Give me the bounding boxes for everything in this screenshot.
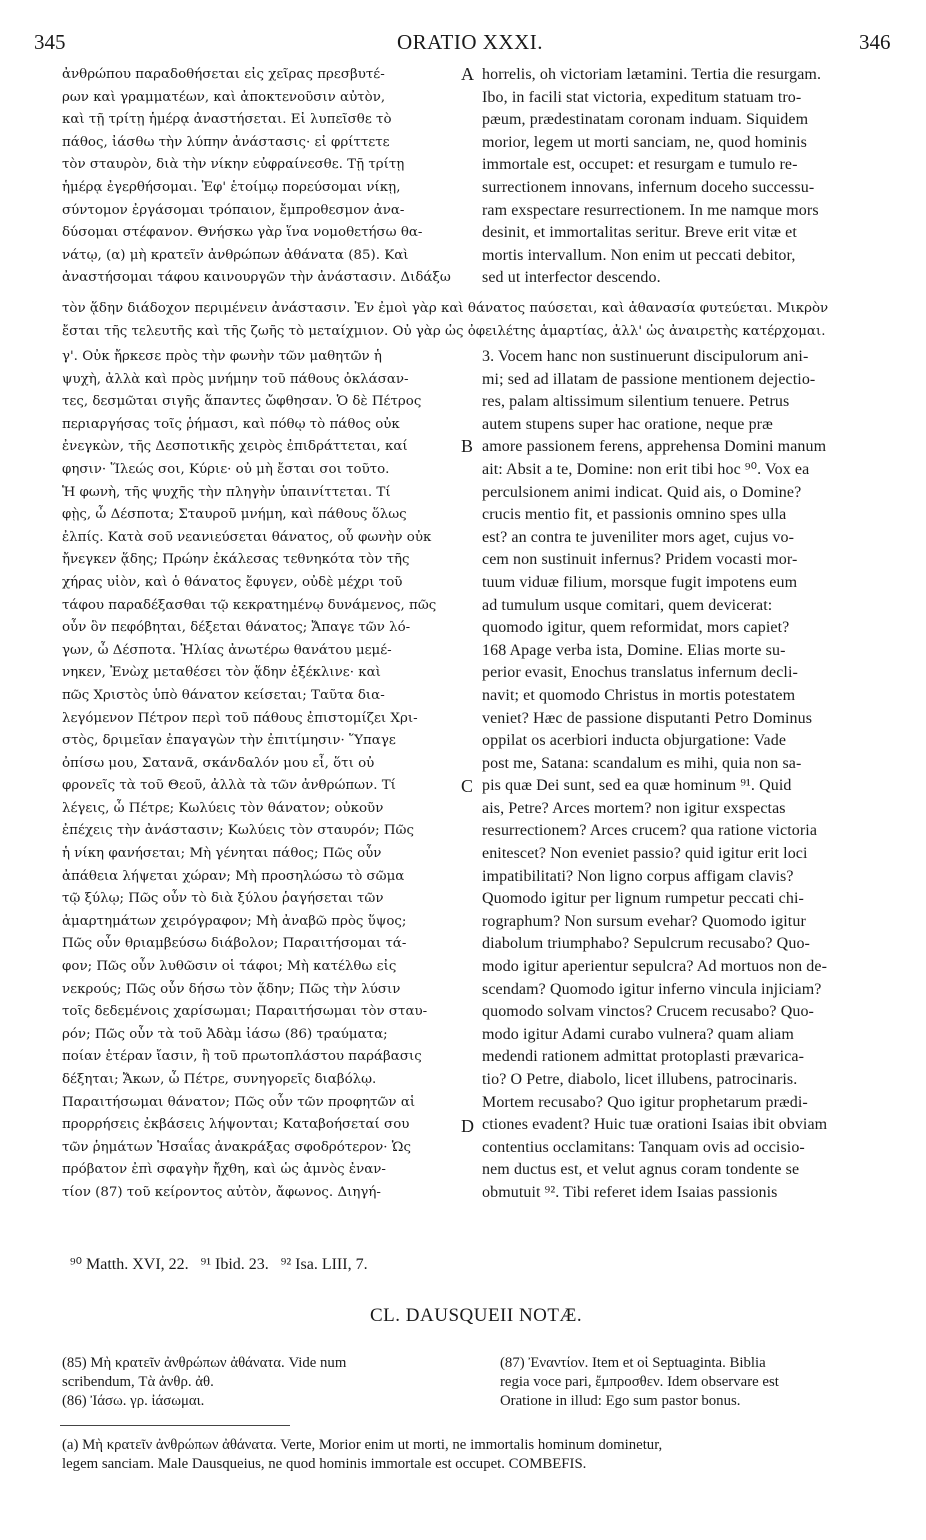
greek-column-main [62, 346, 462, 1205]
greek-line: στὸς, δριμεῖαν ἐπαγαγὼν τὴν ἐπιτίμησιν· Ὕπαγε [62, 733, 396, 749]
greek-line: τίον (87) τοῦ κείροντος αὐτὸν, ἄφωνος. Διηγή- [62, 1184, 381, 1200]
latin-line: perculsionem animi indicat. Quid ais, o Domine? [482, 483, 802, 501]
greek-line: φησιν· Ἵλεώς σοι, Κύριε· οὐ μὴ ἔσται σοι τοῦτο. [62, 461, 390, 477]
greek-line: ὀπίσω μου, Σατανᾶ, σκάνδαλόν μου εἶ, ὅτι οὐ [62, 755, 375, 771]
latin-line: cem non sustinuit infernus? Pridem vocasti mor- [482, 551, 798, 569]
latin-line: Ibo, in facili stat victoria, expeditum statuam tro- [482, 88, 802, 106]
latin-line: ctiones evadent? Huic tuæ orationi Isaias ibit obviam [482, 1116, 828, 1134]
greek-line: Παραιτήσωμαι θάνατον; Πῶς οὖν τῶν προφητῶν αἱ [62, 1094, 416, 1110]
greek-line: νηκεν, Ἐνὼχ μεταθέσει τὸν ᾅδην ἐξέκλινε· καὶ [62, 665, 381, 681]
latin-line: desinit, et immortalitas seritur. Breve erit vitæ et [482, 224, 797, 242]
greek-line: φῂς, ὦ Δέσποτα; Σταυροῦ μνήμη, καὶ πάθους ὅλως [62, 507, 407, 523]
greek-line: λέγεις, ὦ Πέτρε; Κωλύεις τὸν θάνατον; οὐκοῦν [62, 800, 384, 816]
latin-line: 168 Apage verba ista, Domine. Elias morte su- [482, 641, 786, 659]
note-line: Oratione in illud: Ego sum pastor bonus. [500, 1393, 741, 1409]
page-number-left: 345 [34, 30, 66, 54]
latin-line: post me, Satana: scandalum es mihi, quia non sa- [482, 754, 802, 772]
note-line: (a) Μὴ κρατεῖν ἀνθρώπων ἀθάνατα. Verte, Morior enim ut morti, ne immortalis hominum dominetur, [62, 1437, 663, 1453]
note-line: (86) Ἰάσω. γρ. ἰάσωμαι. [62, 1393, 205, 1409]
note-line: (85) Μὴ κρατεῖν ἀνθρώπων ἀθάνατα. Vide num [62, 1355, 347, 1371]
greek-line: ἐνεγκὼν, τῆς Δεσποτικῆς χειρὸς ἐπιδράττεται, καί [62, 439, 408, 455]
greek-line: περιαργήσας τοῖς ῥήμασι, καὶ πόθῳ τὸ πάθος οὐκ [62, 416, 400, 432]
greek-line: καὶ τῇ τρίτῃ ἡμέρᾳ ἀναστήσεται. Εἰ λυπεῖσθε τὸ [62, 112, 392, 128]
greek-line: ἤνεγκεν ᾅδης; Πρώην ἐκάλεσας τεθνηκότα τὸν τῆς [62, 552, 410, 568]
latin-line: 3. Vocem hanc non sustinuerunt discipulorum ani- [482, 348, 809, 365]
latin-line: rographum? Non sursum evehar? Quomodo igitur [482, 912, 806, 930]
greek-line: ἀπάθεια λήψεται χώραν; Μὴ προσηλώσω τὸ σῶμα [62, 868, 405, 884]
running-title: ORATIO XXXI. [397, 30, 543, 54]
greek-line: σύντομον ἐργάσομαι τρόπαιον, ἔμπροθεσμον ἀνα- [62, 202, 405, 218]
latin-line: resurrectionem? Arces crucem? qua ratione victoria [482, 822, 818, 840]
latin-line: ais, Petre? Arces mortem? non igitur exspectas [482, 799, 786, 817]
latin-line: veniet? Hæc de passione disputanti Petro Dominus [482, 709, 813, 727]
greek-line: γ'. Οὐκ ἤρκεσε πρὸς τὴν φωνὴν τῶν μαθητῶν ἡ [62, 349, 382, 364]
greek-line: ρων καὶ γραμματέων, καὶ ἀποκτενοῦσιν αὐτὸν, [62, 89, 386, 105]
latin-line: quomodo igitur, quem reformidat, mors capiet? [482, 619, 790, 637]
latin-line: ram exspectare resurrectionem. In me namque mors [482, 201, 819, 219]
latin-column-main [482, 346, 892, 1205]
latin-line: amore passionem ferens, apprehensa Domini manum [482, 438, 827, 456]
greek-line: ἡ νίκη φανήσεται; Μὴ γένηται πάθος; Πῶς οὖν [62, 846, 382, 862]
margin-letter-a: A [461, 64, 474, 84]
greek-line: δύσομαι στέφανον. Θνήσκω γὰρ ἵνα νομοθετήσω θα- [62, 225, 423, 241]
latin-line: nem ductus est, et velut agnus coram tondente se [482, 1161, 800, 1179]
latin-line: tio? O Petre, diabolo, licet illubens, patrocinaris. [482, 1071, 798, 1088]
latin-line: scendam? Quomodo igitur inferno vincula injiciam? [482, 980, 822, 998]
margin-letter-b: B [461, 436, 474, 456]
latin-line: perior evasit, Enochus translatus infernum decli- [482, 664, 798, 682]
greek-line: ψυχὴ, ἀλλὰ καὶ πρὸς μνήμην τοῦ πάθους ὀκλάσαν- [62, 371, 409, 387]
latin-line: ad tumulum usque comitari, quem devicerat: [482, 596, 773, 614]
latin-line: navit; et quomodo Christus in mortis potestatem [482, 686, 796, 704]
latin-line: morior, legem ut morti sanciam, ne, quod hominis [482, 133, 807, 151]
latin-line: autem stupens super hac oratione, neque præ [482, 415, 773, 433]
greek-line: γων, ὦ Δέσποτα. Ἠλίας ἀνωτέρω θανάτου μεμέ- [62, 642, 392, 658]
latin-line: crucis mentio fit, et passionis omnino spes ulla [482, 506, 787, 524]
note-line: regia voce pari, ἔμπροσθεν. Idem observare est [500, 1374, 779, 1390]
greek-line: λεγόμενον Πέτρον περὶ τοῦ πάθους ἐπιστομίζει Χρι- [62, 710, 418, 726]
notes-right [500, 1354, 779, 1411]
latin-line: horrelis, oh victoriam lætamini. Tertia die resurgam. [482, 66, 822, 83]
latin-line: contentius occlamitans: Tanquam ovis ad occisio- [482, 1138, 805, 1156]
greek-line: τῷ ξύλῳ; Πῶς οὖν τὸ διὰ ξύλου ῥαγήσεται τῶν [62, 891, 384, 907]
greek-line: ἐπέχεις τὴν ἀνάστασιν; Κωλύεις τὸν σταυρόν; Πῶς [62, 823, 414, 839]
latin-line: Quomodo igitur per lignum rumpetur peccati chi- [482, 890, 804, 908]
footnotes: ⁹⁰ Matth. XVI, 22. ⁹¹ Ibid. 23. ⁹² Isa. LIII, 7. [70, 1256, 368, 1273]
greek-line: χήρας υἱὸν, καὶ ὁ θάνατος ἔφυγεν, οὐδὲ μέχρι τοῦ [62, 574, 403, 590]
greek-line: τοῖς δεδεμένοις χαρίσωμαι; Παραιτήσωμαι τὸν σταυ- [62, 1004, 428, 1020]
latin-line: sed ut interfector descendo. [482, 269, 661, 287]
latin-line: obmutuit ⁹². Tibi referet idem Isaias passionis [482, 1183, 778, 1201]
greek-line: ἁμαρτημάτων χειρόγραφον; Μὴ ἀναβῶ πρὸς ὕψος; [62, 913, 407, 929]
greek-line: προρρήσεις ἐκβάσεις λήψονται; Καταβοήσεταί σου [62, 1117, 410, 1133]
greek-line: τες, δεσμῶται σιγῆς ἅπαντες ὤφθησαν. Ὁ δὲ Πέτρος [62, 394, 422, 410]
latin-line: Mortem recusabo? Quo igitur prophetarum prædi- [482, 1093, 808, 1111]
latin-line: tuum viduæ filium, morsque fugit impotens eum [482, 573, 798, 591]
greek-line: τάφου παραδέξασθαι τῷ κεκρατημένῳ δυνάμενος, πῶς [62, 597, 437, 613]
greek-column-top [62, 64, 462, 290]
latin-line: surrectionem innovans, infernum doceho successu- [482, 178, 815, 196]
latin-column-top [482, 64, 892, 290]
latin-line: diabolum triumphabo? Sepulcrum recusabo? Quo- [482, 935, 810, 953]
notes-left [62, 1354, 346, 1411]
latin-line: enitescet? Non eveniet passio? quid igitur erit loci [482, 845, 808, 863]
greek-line: φρονεῖς τὰ τοῦ Θεοῦ, ἀλλὰ τὰ τῶν ἀνθρώπων. Τί [62, 778, 396, 794]
greek-line: ἐλπίς. Κατὰ σοῦ νεανιεύσεται θάνατος, οὗ φωνὴν οὐκ [62, 529, 432, 545]
latin-line: pæum, prædestinatam coronam induam. Siquidem [482, 111, 809, 129]
latin-line: est? an contra te juveniliter mors aget, cujus vo- [482, 528, 795, 546]
greek-line: ποίαν ἑτέραν ἴασιν, ἢ τοῦ πρωτοπλάστου παράβασις [62, 1049, 422, 1065]
latin-line: mortis intervallum. Non enim ut peccati debitor, [482, 246, 796, 264]
greek-line: δέξηται; Ἄκων, ὦ Πέτρε, συνηγορεῖς διαβόλῳ. [62, 1072, 377, 1087]
greek-line: ρόν; Πῶς οὖν τὰ τοῦ Ἀδὰμ ἰάσω (86) τραύματα; [62, 1026, 388, 1042]
note-line: scribendum, Τὰ ἀνθρ. ἀθ. [62, 1374, 214, 1390]
greek-line: νεκρούς; Πῶς οὖν δήσω τὸν ᾅδην; Πῶς τὴν λύσιν [62, 981, 401, 997]
latin-line: mi; sed ad illatam de passione mentionem dejectio- [482, 370, 816, 388]
latin-line: medendi rationem admittat protoplasti prævarica- [482, 1048, 805, 1066]
latin-line: pis quæ Dei sunt, sed ea quæ hominum ⁹¹. Quid [482, 777, 792, 795]
latin-line: oppilat os acerbiori inducta objurgatione: Vade [482, 732, 787, 750]
latin-line: res, palam altissimum silentium tenuere. Petrus [482, 393, 790, 411]
greek-line: τὸν σταυρὸν, διὰ τὴν νίκην εὐφραίνεσθε. Τῇ τρίτῃ [62, 157, 405, 173]
page-number-right: 346 [859, 30, 891, 54]
margin-letter-d: D [461, 1116, 474, 1136]
latin-line: modo igitur Adami curabo vulnera? quam aliam [482, 1025, 794, 1043]
note-a [62, 1436, 662, 1474]
greek-line: φον; Πῶς οὖν λυθῶσιν οἱ τάφοι; Μὴ κατέλθω εἰς [62, 959, 397, 975]
note-divider [60, 1425, 290, 1426]
latin-line: impatibilitati? Non ligno corpus affigam clavis? [482, 867, 794, 885]
margin-letter-c: C [461, 776, 474, 796]
greek-line: πάθος, ἰάσθω τὴν λύπην ἀνάστασις· εἰ φρίττετε [62, 134, 390, 150]
latin-line: modo igitur aperientur sepulcra? Ad mortuos non de- [482, 958, 828, 976]
greek-line: τῶν ῥημάτων Ἡσαΐας ἀνακράξας σφοδρότερον· Ὡς [62, 1139, 411, 1155]
greek-line: ἀναστήσομαι τάφου καινουργῶν τὴν ἀνάστασιν. Διδάξω [62, 270, 451, 286]
greek-wide-block [62, 298, 894, 343]
note-line: legem sanciam. Male Dausqueius, ne quod hominis immortale est occupet. COMBEFIS. [62, 1456, 587, 1472]
greek-line: Ἡ φωνὴ, τῆς ψυχῆς τὴν πληγὴν ὑπαινίττεται. Τί [62, 484, 391, 500]
greek-wide-line: τὸν ᾅδην διάδοχον περιμένειν ἀνάστασιν. Ἐν ἐμοὶ γὰρ καὶ θάνατος παύσεται, καὶ ἀθανασία φυτεύεται. Μικρὸν [62, 301, 829, 316]
greek-line: ἀνθρώπου παραδοθήσεται εἰς χεῖρας πρεσβυτέ- [62, 67, 385, 82]
notes-title: CL. DAUSQUEII NOTÆ. [370, 1305, 583, 1326]
latin-line: ait: Absit a te, Domine: non erit tibi hoc ⁹⁰. Vox ea [482, 460, 810, 478]
greek-line: ἡμέρᾳ ἐγερθήσομαι. Ἐφ' ἑτοίμῳ πορεύσομαι νίκῃ, [62, 179, 401, 195]
greek-line: πῶς Χριστὸς ὑπὸ θάνατον κείσεται; Ταῦτα δια- [62, 687, 385, 703]
greek-line: πρόβατον ἐπὶ σφαγὴν ἤχθη, καὶ ὡς ἀμνὸς ἐναν- [62, 1162, 386, 1178]
greek-wide-line: ἔσται τῆς τελευτῆς καὶ τῆς ζωῆς τὸ μεταίχμιον. Οὐ γὰρ ὡς ὀφειλέτης ἁμαρτίας, ἀλλ' ὡς ἀναιρετὴς κατέρχομαι. [62, 323, 826, 339]
greek-line: οὖν ὃν πεφόβηται, δέξεται θάνατος; Ἄπαγε τῶν λό- [62, 620, 411, 636]
greek-line: Πῶς οὖν θριαμβεύσω διάβολον; Παραιτήσομαι τά- [62, 936, 407, 952]
latin-line: immortale est, occupet: et resurgam e tumulo re- [482, 156, 798, 174]
greek-line: νάτῳ, (α) μὴ κρατεῖν ἀνθρώπων ἀθάνατα (85). Καὶ [62, 247, 409, 263]
note-line: (87) Ἐναντίον. Item et οἱ Septuaginta. Biblia [500, 1355, 766, 1371]
latin-line: quomodo solvam vinctos? Crucem recusabo? Quo- [482, 1003, 814, 1021]
